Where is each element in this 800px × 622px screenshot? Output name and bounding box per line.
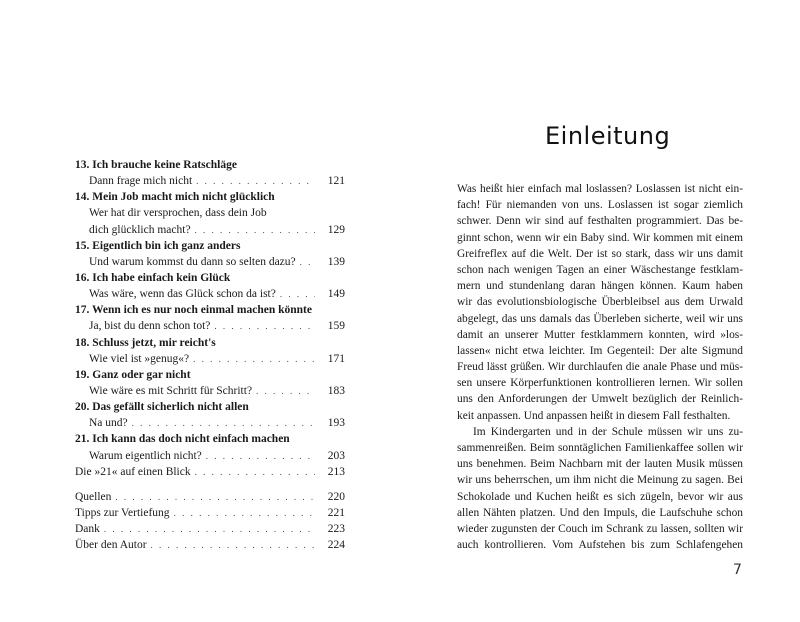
- toc-spacer: [75, 480, 345, 489]
- body-text-line: wir uns beherrschen, um ihm nicht die Meinung zu sagen. Bei: [457, 474, 743, 487]
- toc-entry-title: Wie viel ist »genug«?: [89, 352, 190, 365]
- toc-page-number: 223: [327, 523, 345, 536]
- toc-leader-dots: [206, 448, 315, 464]
- toc-page-number: 159: [327, 320, 345, 333]
- toc-subtitle-entry: [75, 383, 345, 399]
- toc-page-number: 171: [327, 352, 345, 365]
- toc-page-number: 213: [327, 465, 345, 478]
- body-text-line: wir das evolutionsbiologische Überbleibsel aus dem Urwald: [457, 296, 743, 309]
- toc-subtitle-entry: [75, 448, 345, 464]
- page-number: 7: [733, 562, 742, 578]
- chapter-heading: Einleitung: [545, 122, 671, 150]
- body-text-line: uns benehmen. Beim Nachbarn mit der lauten Musik müssen: [457, 458, 743, 471]
- body-text-line: lassen« nicht etwa leichter. Im Gegenteil: Der alte Sigmund: [457, 344, 743, 357]
- toc-chapter-title: 15. Eigentlich bin ich ganz anders: [75, 239, 241, 252]
- toc-page-number: 139: [327, 255, 345, 268]
- toc-chapter-title: 13. Ich brauche keine Ratschläge: [75, 159, 237, 171]
- toc-entry-title: Warum eigentlich nicht?: [89, 449, 202, 462]
- body-text-line: Was heißt hier einfach mal loslassen? Loslassen ist nicht ein-: [457, 183, 743, 195]
- toc-page-number: 183: [327, 384, 345, 397]
- toc-leader-dots: [151, 537, 315, 553]
- body-text-line: wieder zugunsten der Couch im Schrank zu lassen, sollten wir: [457, 522, 743, 535]
- toc-chapter-title: 17. Wenn ich es nur noch einmal machen könnte: [75, 304, 312, 317]
- toc-entry-title: Quellen: [75, 490, 112, 503]
- toc-appendix-entry: [75, 537, 345, 553]
- toc-chapter-title: 19. Ganz oder gar nicht: [75, 368, 191, 381]
- body-text-line: auch kontrollieren. Vom Aufstehen bis zum Schlafengehen: [457, 539, 743, 552]
- toc-leader-dots: [174, 505, 315, 521]
- toc-subtitle-entry: [75, 254, 345, 270]
- toc-chapter-title: 16. Ich habe einfach kein Glück: [75, 271, 231, 284]
- toc-subtitle: Wer hat dir versprochen, dass dein Job: [89, 207, 267, 220]
- toc-leader-dots: [280, 286, 315, 302]
- toc-entry-title: Wie wäre es mit Schritt für Schritt?: [89, 384, 253, 397]
- toc-leader-dots: [132, 415, 315, 431]
- toc-appendix-entry: [75, 505, 345, 521]
- body-text-line: uns den Anforderungen der Umwelt bezüglich der Reinlich-: [457, 393, 743, 406]
- toc-leader-dots: [196, 173, 315, 189]
- body-text-line: fach! Für niemanden von uns. Loslassen ist sogar ziemlich: [457, 199, 743, 212]
- toc-subtitle-entry: [75, 351, 345, 367]
- toc-leader-dots: [300, 254, 315, 270]
- toc-entry-title: Na und?: [89, 417, 128, 430]
- body-text-line: Freud lässt grüßen. Wir durchlaufen die anale Phase und müs-: [457, 361, 743, 374]
- toc-page-number: 220: [327, 490, 345, 503]
- toc-entry-title: Über den Autor: [75, 539, 147, 552]
- toc-subtitle-entry: [75, 173, 345, 189]
- toc-page-number: 193: [327, 417, 345, 430]
- toc-page-number: 149: [327, 288, 345, 301]
- toc-leader-dots: [195, 464, 315, 480]
- body-text-line: Greifreflex auf die Welt. Der ist so stark, dass wir uns damit: [457, 247, 743, 260]
- toc-entry-title: Was wäre, wenn das Glück schon da ist?: [89, 288, 276, 301]
- toc-leader-dots: [256, 383, 315, 399]
- toc-entry-title: Tipps zur Vertiefung: [75, 506, 170, 519]
- toc-entry-title: Und warum kommst du dann so selten dazu?: [89, 255, 296, 268]
- toc-subtitle-entry: [75, 415, 345, 431]
- toc-leader-dots: [193, 351, 315, 367]
- body-text-line: schon nach wenigen Tagen an einer Wäschestange festklam-: [457, 263, 743, 276]
- toc-entry-title: Die »21« auf einen Blick: [75, 465, 191, 478]
- toc-page-number: 129: [327, 223, 345, 236]
- toc-chapter-title: 21. Ich kann das doch nicht einfach machen: [75, 433, 290, 446]
- toc-appendix-entry: [75, 489, 345, 505]
- toc-subtitle-entry: [75, 286, 345, 302]
- toc-entry-title: Dann frage mich nicht: [89, 175, 193, 188]
- body-text-line: sammenreißen. Beim sonntäglichen Familienkaffee sollen wir: [457, 442, 743, 454]
- toc-chapter-title: 18. Schluss jetzt, mir reicht's: [75, 336, 216, 349]
- body-text-line: schwer. Denn wir sind auf festhalten programmiert. Das be-: [457, 215, 743, 228]
- toc-subtitle-entry: [75, 318, 345, 334]
- body-text-line: Schokolade und Kuchen heißt es sich zügeln, bevor wir aus: [457, 490, 743, 503]
- toc-page-number: 221: [327, 506, 345, 519]
- toc-page-number: 224: [327, 539, 345, 552]
- toc-entry-title: dich glücklich macht?: [89, 223, 191, 236]
- table-of-contents: [75, 157, 345, 553]
- toc-page-number: 203: [327, 449, 345, 462]
- toc-leader-dots: [115, 489, 315, 505]
- toc-chapter-title: 14. Mein Job macht mich nicht glücklich: [75, 191, 275, 204]
- toc-chapter-title: 20. Das gefällt sicherlich nicht allen: [75, 401, 249, 414]
- body-text-line: ginnt schon, wenn wir ein Baby sind. Wir kommen mit einem: [457, 231, 743, 244]
- body-text-line: allen Nähten platzen. Und den Impuls, die Laufschuhe schon: [457, 506, 743, 519]
- toc-leader-dots: [104, 521, 315, 537]
- toc-appendix-entry: [75, 521, 345, 537]
- chapter-body: [457, 181, 743, 553]
- body-text-line: abgelegt, das uns damals das Überleben sicherte, weil wir uns: [457, 312, 743, 325]
- toc-subtitle-entry: [75, 222, 345, 238]
- toc-entry-title: Ja, bist du denn schon tot?: [89, 320, 211, 333]
- body-text-line: sen unsere Körperfunktionen kontrollieren lernen. Wir sollen: [457, 377, 743, 390]
- toc-overview-entry: [75, 464, 345, 480]
- body-text-line: keit anpassen. Und anpassen heißt in diesem Fall festhalten.: [457, 409, 731, 422]
- toc-leader-dots: [195, 222, 315, 238]
- body-text-line: damit an unserer Mutter festklammern konnten, wird »los-: [457, 328, 743, 341]
- toc-leader-dots: [214, 318, 315, 334]
- toc-page-number: 121: [327, 175, 345, 188]
- body-text-line: Im Kindergarten und in der Schule müssen wir uns zu-: [473, 425, 743, 438]
- toc-entry-title: Dank: [75, 523, 100, 536]
- body-text-line: mern und stundenlang daran hängen können. Kaum haben: [457, 280, 743, 293]
